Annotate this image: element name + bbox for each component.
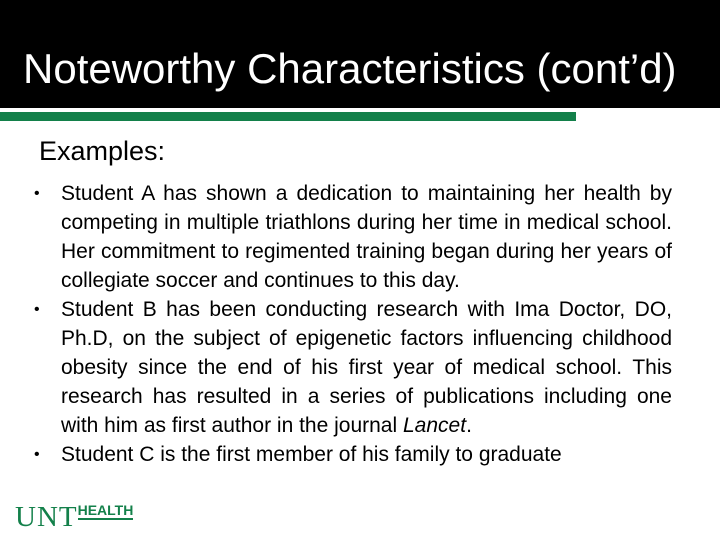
accent-divider [0,112,576,121]
slide-title: Noteworthy Characteristics (cont’d) [23,45,677,92]
logo-health-text: HEALTH [77,502,134,518]
bullet-text: Student C is the first member of his family to graduate [61,443,562,466]
bullet-text: Student B has been conducting research with Ima Doctor, DO, Ph.D, on the subject of epigenetic factors influencing childhood obesity since the end of his first year of medical school. This research has resulted in a series of publications including one with him as first author in the journal Lancet. [61,298,672,437]
bullet-marker: • [34,301,40,318]
title-bar [0,0,720,108]
journal-name: Lancet [403,414,467,437]
bullet-item [34,179,672,295]
bullet-text: Student A has shown a dedication to maintaining her health by competing in multiple triathlons during her time in medical school. Her commitment to regimented training began during her years of collegiate soccer and continues to this day. [61,182,672,292]
bullet-item [34,440,672,469]
bullet-list [34,179,672,469]
bullet-marker: • [34,185,40,202]
bullet-marker: • [34,446,40,463]
unt-health-logo [15,500,133,540]
slide-subtitle: Examples: [39,136,166,166]
bullet-item [34,295,672,440]
logo-unt-text: UNT [15,501,78,533]
